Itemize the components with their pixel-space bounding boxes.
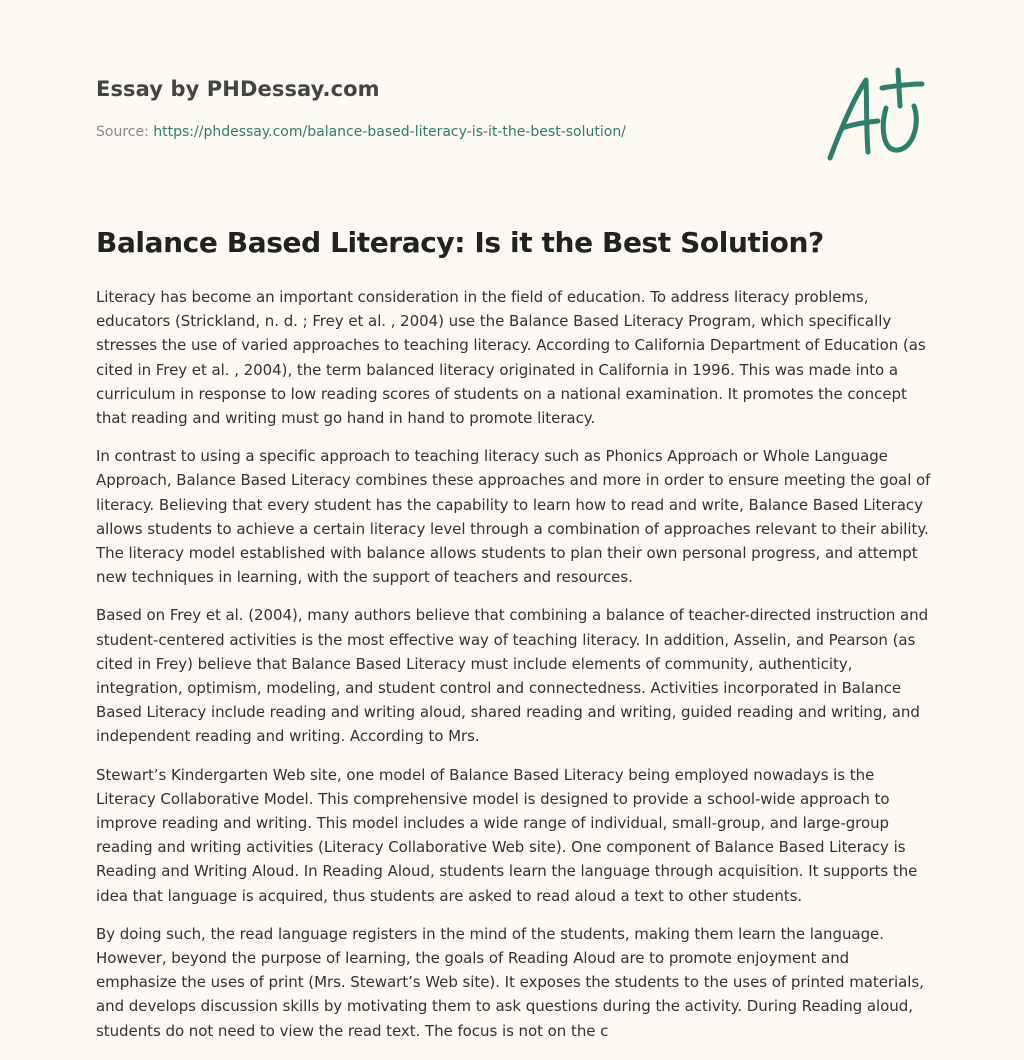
essay-title: Balance Based Literacy: Is it the Best Solution? xyxy=(96,226,824,259)
essay-paragraph: By doing such, the read language registers in the mind of the students, making them learn the language. However, beyond the purpose of learning, the goals of Reading Aloud are to promote enjoyment and emphasize the uses of print (Mrs. Stewart’s Web site). It exposes the students to the uses of printed materials, and develops discussion skills by motivating them to ask questions during the activity. During Reading aloud, students do not need to view the read text. The focus is not on the c xyxy=(96,924,924,1040)
essay-paragraph: Literacy has become an important consideration in the field of education. To address literacy problems, educators (Strickland, n. d. ; Frey et al. , 2004) use the Balance Based Literacy Program, which specifically stresses the use of varied approaches to teaching literacy. According to California Department of Education (as cited in Frey et al. , 2004), the term balanced literacy originated in California in 1996. This was made into a curriculum in response to low reading scores of students on a national examination. It promotes the concept that reading and writing must go hand in hand to promote literacy. xyxy=(96,288,926,428)
source-label: Source: xyxy=(96,124,149,140)
source-link[interactable]: https://phdessay.com/balance-based-literacy-is-it-the-best-solution/ xyxy=(153,124,626,140)
site-brand: Essay by PHDessay.com xyxy=(96,77,380,101)
essay-paragraph: Based on Frey et al. (2004), many authors believe that combining a balance of teacher-directed instruction and student-centered activities is the most effective way of teaching literacy. In addition, Asselin, and Pearson (as cited in Frey) believe that Balance Based Literacy must include elements of community, authenticity, integration, optimism, modeling, and student control and connectedness. Activities incorporated in Balance Based Literacy include reading and writing aloud, shared reading and writing, guided reading and writing, and independent reading and writing. According to Mrs. xyxy=(96,606,929,746)
source-line xyxy=(96,124,626,140)
essay-paragraph: Stewart’s Kindergarten Web site, one model of Balance Based Literacy being employed nowadays is the Literacy Collaborative Model. This comprehensive model is designed to provide a school-wide approach to improve reading and writing. This model includes a wide range of individual, small-group, and large-group reading and writing activities (Literacy Collaborative Web site). One component of Balance Based Literacy is Reading and Writing Aloud. In Reading Aloud, students learn the language through acquisition. It supports the idea that language is acquired, thus students are asked to read aloud a text to other students. xyxy=(96,765,918,905)
a-plus-logo-icon xyxy=(820,66,930,166)
essay-paragraph: In contrast to using a specific approach to teaching literacy such as Phonics Approach or Whole Language Approach, Balance Based Literacy combines these approaches and more in order to ensure meeting the goal of literacy. Believing that every student has the capability to learn how to read and write, Balance Based Literacy allows students to achieve a certain literacy level through a combination of approaches relevant to their ability. The literacy model established with balance allows students to plan their own personal progress, and attempt new techniques in learning, with the support of teachers and resources. xyxy=(96,447,931,587)
essay-body xyxy=(96,285,934,1057)
